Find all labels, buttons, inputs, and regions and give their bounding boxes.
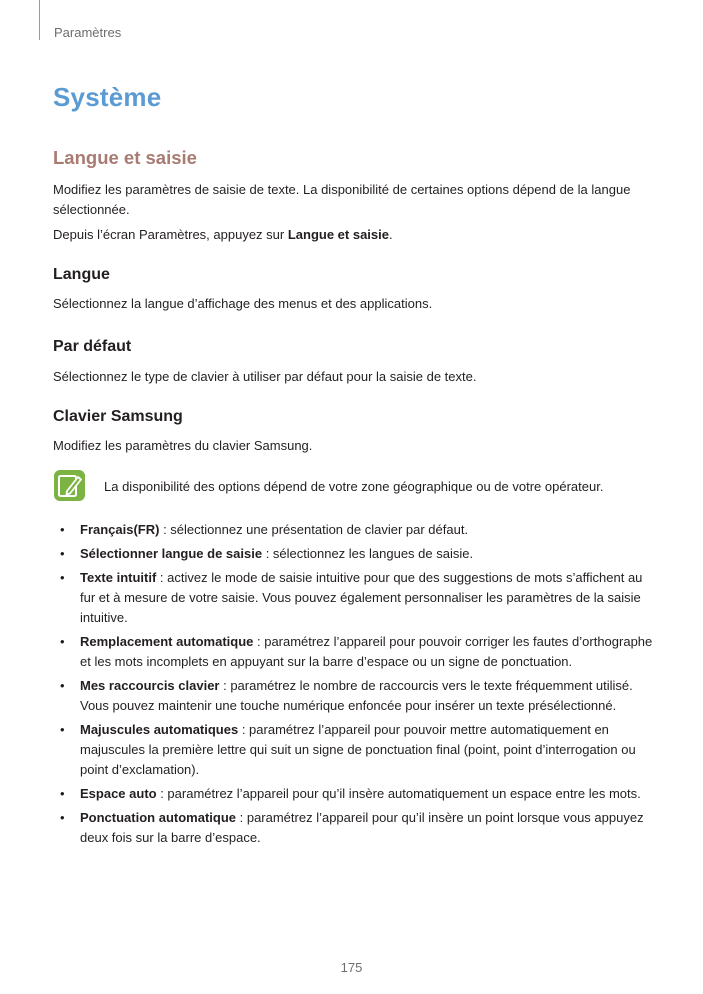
list-item bbox=[53, 676, 653, 716]
item-desc: : sélectionnez les langues de saisie. bbox=[262, 546, 474, 561]
list-item bbox=[53, 544, 653, 564]
subsection-title-langue: Langue bbox=[53, 266, 110, 283]
note-text: La disponibilité des options dépend de votre zone géographique ou de votre opérateur. bbox=[104, 479, 604, 494]
list-item bbox=[53, 784, 653, 804]
running-head: Paramètres bbox=[54, 25, 122, 40]
instruction-prefix: Depuis l’écran Paramètres, appuyez sur bbox=[53, 227, 288, 242]
bullet: • bbox=[60, 810, 65, 825]
list-item bbox=[53, 632, 653, 672]
item-term: Sélectionner langue de saisie bbox=[80, 546, 263, 561]
item-desc: : paramétrez l’appareil pour qu’il insère un point lorsque vous appuyez deux fois sur la barre d’espace. bbox=[80, 810, 644, 845]
chapter-title: Système bbox=[53, 82, 162, 112]
item-term: Ponctuation automatique bbox=[80, 810, 236, 825]
item-desc: : activez le mode de saisie intuitive pour que des suggestions de mots s’affichent au fur et à mesure de votre saisie. Vous pouvez également personnaliser les paramètres de la saisie intuitive. bbox=[80, 570, 643, 625]
item-desc: : paramétrez l’appareil pour pouvoir corriger les fautes d’orthographe et les mots incomplets en appuyant sur la barre d’espace ou un signe de ponctuation. bbox=[80, 634, 653, 669]
bullet: • bbox=[60, 786, 65, 801]
list-item bbox=[53, 520, 653, 540]
margin-rule bbox=[39, 0, 40, 40]
section-title: Langue et saisie bbox=[53, 147, 197, 168]
subsection-title-clavier: Clavier Samsung bbox=[53, 408, 183, 425]
note-pencil-icon bbox=[53, 469, 86, 502]
bullet: • bbox=[60, 522, 65, 537]
item-term: Remplacement automatique bbox=[80, 634, 254, 649]
list-item bbox=[53, 808, 653, 848]
section-instruction bbox=[53, 225, 653, 245]
subsection-text-par-defaut: Sélectionnez le type de clavier à utiliser par défaut pour la saisie de texte. bbox=[53, 369, 477, 384]
item-term: Majuscules automatiques bbox=[80, 722, 239, 737]
list-item bbox=[53, 720, 653, 780]
item-desc: : sélectionnez une présentation de clavier par défaut. bbox=[159, 522, 469, 537]
bullet: • bbox=[60, 678, 65, 693]
subsection-text-langue: Sélectionnez la langue d’affichage des menus et des applications. bbox=[53, 296, 433, 311]
options-list bbox=[53, 520, 653, 852]
instruction-bold: Langue et saisie bbox=[287, 227, 389, 242]
subsection-title-par-defaut: Par défaut bbox=[53, 338, 132, 355]
item-term: Espace auto bbox=[80, 786, 157, 801]
subsection-text-clavier: Modifiez les paramètres du clavier Samsung. bbox=[53, 438, 313, 453]
bullet: • bbox=[60, 546, 65, 561]
bullet: • bbox=[60, 722, 65, 737]
item-term: Français(FR) bbox=[80, 522, 160, 537]
instruction-suffix: . bbox=[389, 227, 393, 242]
section-intro: Modifiez les paramètres de saisie de texte. La disponibilité de certaines options dépend de la langue sélectionnée. bbox=[53, 182, 631, 217]
list-item bbox=[53, 568, 653, 628]
page-number: 175 bbox=[340, 960, 363, 975]
item-term: Mes raccourcis clavier bbox=[80, 678, 220, 693]
item-desc: : paramétrez l’appareil pour qu’il insère automatiquement un espace entre les mots. bbox=[156, 786, 641, 801]
item-desc: : paramétrez l’appareil pour pouvoir mettre automatiquement en majuscules la première lettre qui suit un signe de ponctuation final (point, point d’interrogation ou point d’exclamation). bbox=[80, 722, 636, 777]
bullet: • bbox=[60, 570, 65, 585]
bullet: • bbox=[60, 634, 65, 649]
item-term: Texte intuitif bbox=[80, 570, 157, 585]
item-desc: : paramétrez le nombre de raccourcis vers le texte fréquemment utilisé. Vous pouvez maintenir une touche numérique enfoncée pour insérer un texte présélectionné. bbox=[80, 678, 633, 713]
